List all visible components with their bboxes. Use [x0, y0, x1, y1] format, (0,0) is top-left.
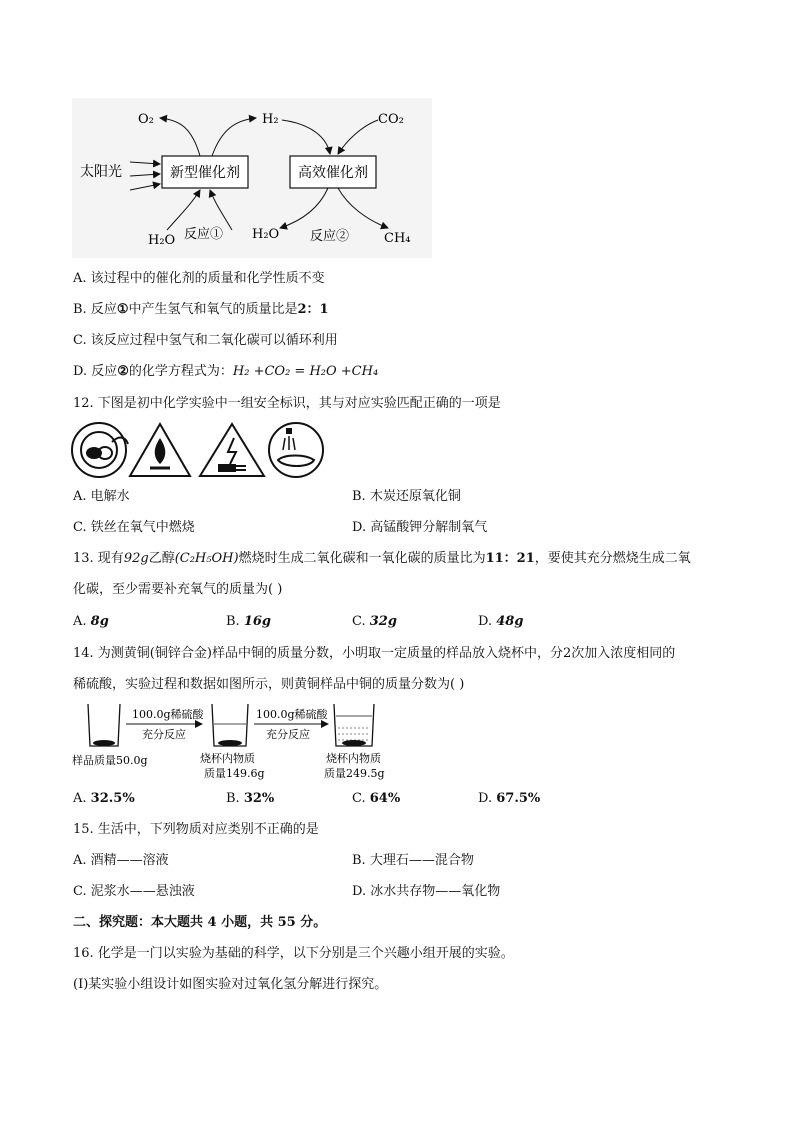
q11-option-c: C. 该反应过程中氢气和二氧化碳可以循环利用 — [73, 333, 338, 348]
q13-d-label: D. — [478, 614, 493, 629]
q11-d-circle: ② — [117, 364, 129, 379]
q13-option-b — [226, 613, 271, 631]
q14-option-c — [352, 790, 400, 808]
reaction2-label: 反应② — [310, 229, 350, 244]
q13-option-a — [73, 613, 109, 631]
new-catalyst-label: 新型催化剂 — [170, 165, 240, 181]
beaker2-label-line2: 质量149.6g — [204, 767, 265, 780]
q11-option-b — [73, 301, 329, 319]
q11-option-a: A. 该过程中的催化剂的质量和化学性质不变 — [73, 271, 325, 286]
q11-b-prefix: B. 反应 — [73, 302, 117, 317]
arrow2-bottom-label: 充分反应 — [266, 728, 310, 741]
q13-option-d — [478, 613, 523, 631]
q14-experiment-diagram — [70, 700, 400, 784]
q13-text: 燃烧时生成二氧化碳和一氧化碳的质量比为 — [238, 551, 486, 566]
q16-stem: 16. 化学是一门以实验为基础的科学，以下分别是三个兴趣小组开展的实验。 — [73, 946, 514, 961]
q11-b-circle: ① — [116, 302, 129, 317]
beaker-3 — [334, 704, 374, 746]
q12-stem: 12. 下图是初中化学实验中一组安全标识，其与对应实验匹配正确的一项是 — [73, 396, 501, 411]
flame-warning-icon — [130, 424, 190, 476]
q13-b-value: 16g — [243, 614, 272, 629]
q15-option-c: C. 泥浆水——悬浊液 — [73, 884, 195, 899]
q14-a-label: A. — [73, 791, 87, 806]
q13-c-value: 32g — [369, 614, 397, 629]
arrow1-bottom-label: 充分反应 — [142, 728, 186, 741]
efficient-catalyst-label: 高效催化剂 — [298, 165, 368, 181]
q14-d-label: D. — [478, 791, 493, 806]
q11-b-text: 中产生氢气和氧气的质量比是 — [128, 302, 298, 317]
q14-b-label: B. — [226, 791, 240, 806]
q14-stem-line2: 稀硫酸，实验过程和数据如图所示，则黄铜样品中铜的质量分数为( ) — [73, 677, 465, 692]
beaker-1 — [88, 704, 120, 746]
q13-formula: (C₂H₅OH) — [174, 551, 239, 566]
q14-stem-line1: 14. 为测黄铜(铜锌合金)样品中铜的质量分数，小明取一定质量的样品放入烧杯中，分2次加入浓度相同的 — [73, 646, 676, 661]
h2o-left-label: H₂O — [148, 233, 176, 248]
q15-stem: 15. 生活中，下列物质对应类别不正确的是 — [73, 822, 319, 837]
q11-d-equation: H₂ +CO₂ = H₂O +CH₄ — [232, 364, 379, 379]
q15-option-b: B. 大理石——混合物 — [352, 853, 474, 868]
q13-mass: 92g — [123, 551, 149, 566]
q14-option-a — [73, 790, 135, 808]
q15-option-a: A. 酒精——溶液 — [73, 853, 169, 868]
beaker2-label-line1: 烧杯内物质 — [200, 752, 255, 765]
arrow1-top-label: 100.0g稀硫酸 — [132, 708, 204, 721]
q13-c-label: C. — [352, 614, 366, 629]
q13-ethanol: 乙醇 — [148, 551, 175, 566]
q13-a-label: A. — [73, 614, 87, 629]
beaker1-label: 样品质量50.0g — [72, 754, 148, 767]
q14-c-value: 64% — [369, 791, 401, 806]
q12-option-c: C. 铁丝在氧气中燃烧 — [73, 520, 195, 535]
h2o-mid-label: H₂O — [252, 227, 280, 242]
beaker3-label-line2: 质量249.5g — [324, 767, 385, 780]
reaction1-label: 反应① — [184, 227, 224, 242]
co2-label: CO₂ — [378, 112, 404, 127]
q12-option-d: D. 高锰酸钾分解制氧气 — [352, 520, 488, 535]
q11-option-d — [73, 363, 378, 381]
q11-d-text: 的化学方程式为： — [128, 364, 233, 379]
beaker3-label-line1: 烧杯内物质 — [326, 752, 381, 765]
q13-stem-line1 — [73, 550, 691, 568]
q13-a-value: 8g — [90, 614, 109, 629]
q11-d-prefix: D. 反应 — [73, 364, 118, 379]
q14-a-value: 32.5% — [90, 791, 135, 806]
q13-b-label: B. — [226, 614, 240, 629]
q14-option-b — [226, 790, 274, 808]
o2-label: O₂ — [138, 112, 154, 127]
q15-option-d: D. 冰水共存物——氧化物 — [352, 884, 501, 899]
arrow2-top-label: 100.0g稀硫酸 — [256, 708, 328, 721]
q13-option-c — [352, 613, 397, 631]
beaker-2 — [212, 704, 248, 746]
catalyst-reaction-diagram — [72, 98, 432, 258]
washing-hands-icon — [72, 423, 128, 477]
q12-option-b: B. 木炭还原氧化铜 — [352, 489, 461, 504]
hand-wash-icon — [269, 423, 323, 477]
q14-b-value: 32% — [243, 791, 275, 806]
q13-stem-line2: 化碳，至少需要补充氧气的质量为( ) — [73, 582, 283, 597]
q13-d-value: 48g — [496, 614, 524, 629]
q12-option-a: A. 电解水 — [73, 489, 130, 504]
q13-prefix: 13. 现有 — [73, 551, 124, 566]
safety-icons-row — [70, 420, 330, 480]
section-heading: 二、探究题：本大题共 4 小题，共 55 分。 — [73, 915, 327, 930]
q13-post: ，要使其充分燃烧生成二氧 — [534, 551, 691, 566]
q14-c-label: C. — [352, 791, 366, 806]
ch4-label: CH₄ — [384, 231, 411, 246]
q16-part1: (I)某实验小组设计如图实验对过氧化氢分解进行探究。 — [73, 977, 388, 992]
sunlight-label: 太阳光 — [80, 164, 122, 180]
electric-hazard-icon — [200, 424, 264, 476]
q14-d-value: 67.5% — [496, 791, 541, 806]
q13-ratio: 11：21 — [485, 551, 535, 566]
q14-option-d — [478, 790, 540, 808]
h2-label: H₂ — [262, 112, 279, 127]
q11-b-ratio: 2：1 — [297, 302, 329, 317]
